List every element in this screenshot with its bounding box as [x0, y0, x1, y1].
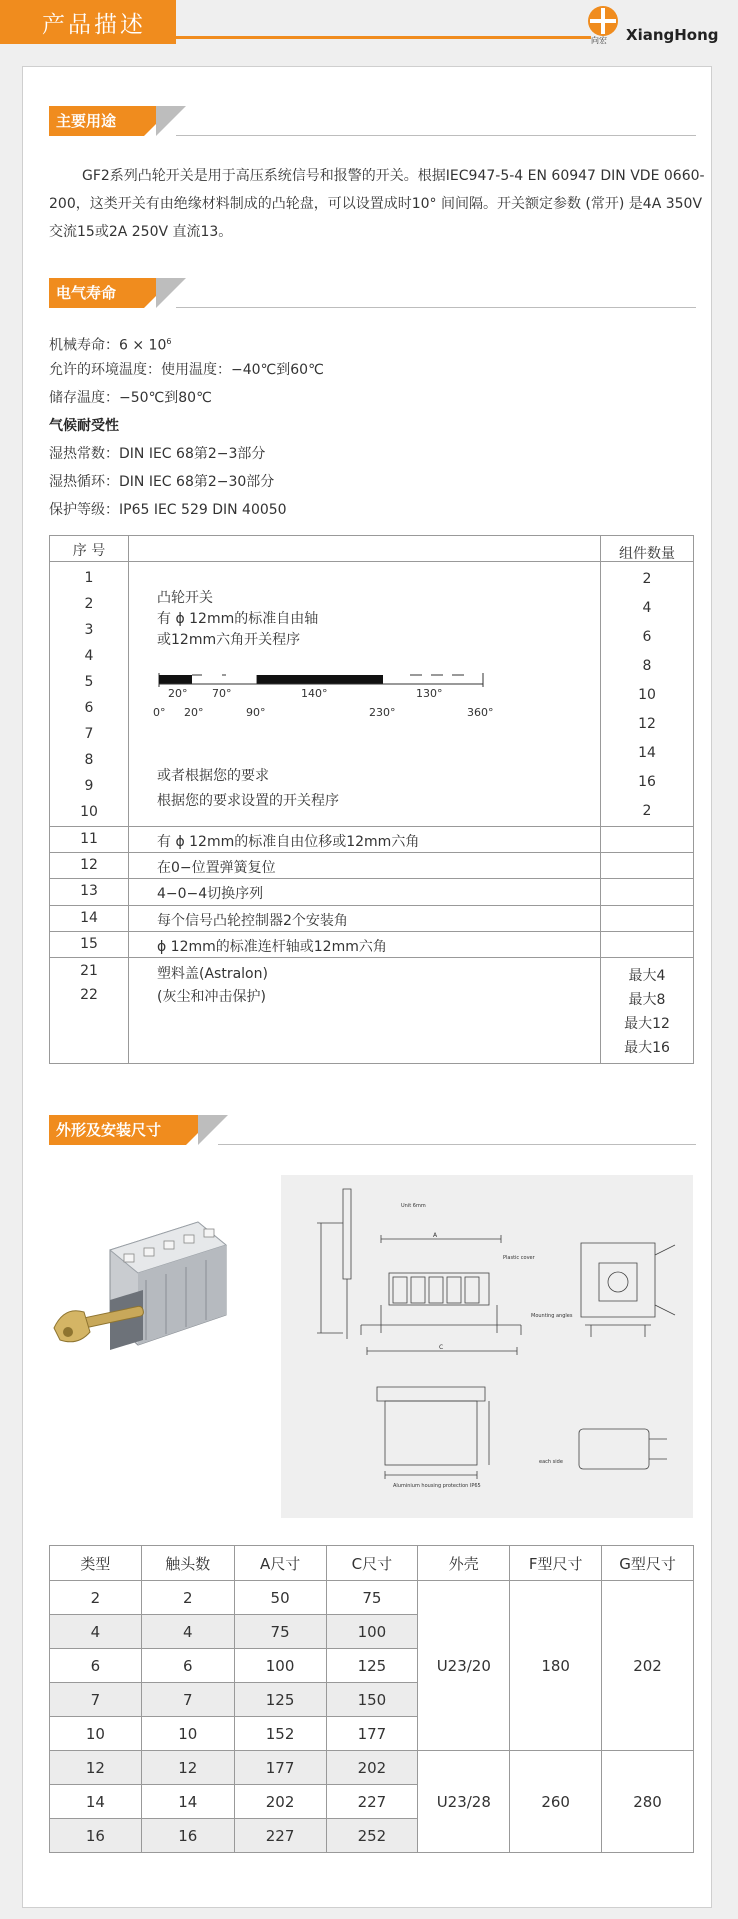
section-usage-rule: [176, 135, 696, 136]
t1-qty: 6: [642, 629, 652, 645]
t1-no: 9: [84, 778, 94, 794]
humid-cycle: 湿热循环：DIN IEC 68第2−30部分: [49, 474, 275, 490]
t1-rule-a: [50, 826, 693, 827]
t1-desc: (灰尘和冲击保护): [157, 989, 266, 1005]
electrical-life-list: [49, 328, 324, 524]
t1-no: 4: [84, 648, 94, 664]
t1-desc-line: 或者根据您的要求: [157, 768, 269, 784]
section-dims-title: 外形及安装尺寸: [49, 1115, 186, 1145]
table-row: 12 12 177 202 U23/28 260 280: [50, 1751, 694, 1785]
t1-qty: 2: [642, 571, 652, 587]
cam-switch-photo: [48, 1210, 263, 1400]
t1-desc: 有 ϕ 12mm的标准自由位移或12mm六角: [157, 834, 420, 850]
t1-qty: 最大16: [624, 1040, 670, 1056]
col-c: C尺寸: [326, 1546, 418, 1581]
t1-qty: 最大4: [628, 968, 666, 984]
env-temp: 允许的环境温度：使用温度：−40℃到60℃: [49, 362, 324, 378]
drawing-label-a: A: [433, 1232, 438, 1239]
logo-cn: 向宏: [591, 36, 607, 45]
t1-no: 6: [84, 700, 94, 716]
section-life-tab-shadow: [156, 278, 186, 308]
t1-header-no: 序 号: [72, 543, 106, 559]
f-group-1: 180: [510, 1581, 602, 1751]
col-g: G型尺寸: [602, 1546, 694, 1581]
t1-qty: 12: [638, 716, 656, 732]
t1-rule-d: [50, 905, 693, 906]
t1-rule-f: [50, 957, 693, 958]
shell-group-1: U23/20: [418, 1581, 510, 1751]
climate-heading: 气候耐受性: [49, 418, 119, 434]
header-rule: [176, 36, 591, 39]
program-top-label: 20°: [168, 687, 188, 700]
section-life-rule: [176, 307, 696, 308]
t1-qty: 14: [638, 745, 656, 761]
section-usage-title: 主要用途: [49, 106, 144, 136]
table-row: 2 2 50 75 U23/20 180 202: [50, 1581, 694, 1615]
t1-qty: 2: [642, 803, 652, 819]
table-row: 10 10 152 177: [50, 1717, 694, 1751]
col-shell: 外壳: [418, 1546, 510, 1581]
table-row: 6 6 100 125: [50, 1649, 694, 1683]
storage-temp: 储存温度：−50℃到80℃: [49, 390, 212, 406]
program-bottom-label: 360°: [467, 706, 494, 719]
t1-no: 1: [84, 570, 94, 586]
t1-desc-line: 有 ϕ 12mm的标准自由轴: [157, 611, 319, 627]
drawing-label-side: each side: [539, 1459, 563, 1465]
t1-no: 15: [80, 936, 98, 952]
t1-rule-b: [50, 852, 693, 853]
program-bottom-label: 20°: [184, 706, 204, 719]
t1-desc: ϕ 12mm的标准连杆轴或12mm六角: [157, 939, 387, 955]
section-life-header: [49, 278, 696, 308]
t1-rule-e: [50, 931, 693, 932]
section-dims-header: [49, 1115, 696, 1145]
g-group-2: 280: [602, 1751, 694, 1853]
component-table: [49, 535, 694, 1064]
drawing-label-mounting: Mounting angles: [531, 1313, 573, 1319]
usage-text: GF2系列凸轮开关是用于高压系统信号和报警的开关。根据IEC947-5-4 EN 60947 DIN VDE 0660-200，这类开关有由绝缘材料制成的凸轮盘，可以设置成时10° 间间隔。开关额定参数 (常开) 是4A 350V 交流15或2A 250V 直流13。: [49, 168, 705, 240]
logo-mark-icon: [588, 6, 618, 36]
t1-qty: 16: [638, 774, 656, 790]
t1-qty: 最大8: [628, 992, 666, 1008]
t1-header-rule: [50, 561, 693, 562]
t1-qty: 8: [642, 658, 652, 674]
program-bottom-label: 0°: [153, 706, 166, 719]
table-row: 16 16 227 252: [50, 1819, 694, 1853]
col-contacts: 触头数: [141, 1546, 234, 1581]
section-dims-tab-shadow: [198, 1115, 228, 1145]
table-row: 14 14 202 227: [50, 1785, 694, 1819]
section-usage-tab-shadow: [156, 106, 186, 136]
program-top-label: 130°: [416, 687, 443, 700]
header-tab: [0, 0, 176, 44]
top-header: [0, 0, 738, 44]
t1-no: 21: [80, 963, 98, 979]
logo-en: XiangHong: [626, 26, 719, 44]
header-title: 产品描述: [42, 12, 146, 38]
t1-no: 22: [80, 987, 98, 1003]
t1-qty: 最大12: [624, 1016, 670, 1032]
drawing-label-plastic: Plastic cover: [503, 1255, 535, 1261]
protection-class: 保护等级：IP65 IEC 529 DIN 40050: [49, 502, 287, 518]
program-top-label: 70°: [212, 687, 232, 700]
t1-no: 10: [80, 804, 98, 820]
t1-desc: 在0−位置弹簧复位: [157, 860, 276, 876]
f-group-2: 260: [510, 1751, 602, 1853]
t1-qty: 4: [642, 600, 652, 616]
t1-desc: 4−0−4切换序列: [157, 886, 264, 902]
section-life-title: 电气寿命: [49, 278, 144, 308]
col-f: F型尺寸: [510, 1546, 602, 1581]
t1-desc-line: 或12mm六角开关程序: [157, 632, 301, 648]
drawing-label-housing: Aluminium housing protection IP65: [393, 1483, 481, 1489]
t1-no: 5: [84, 674, 94, 690]
t1-no: 12: [80, 857, 98, 873]
t1-no: 13: [80, 883, 98, 899]
col-type: 类型: [50, 1546, 142, 1581]
dimension-drawing: [281, 1175, 693, 1518]
brand-logo: [588, 6, 738, 44]
t1-rule-c: [50, 878, 693, 879]
switching-program-diagram: [150, 671, 500, 731]
t1-no: 3: [84, 622, 94, 638]
t1-desc: 塑料盖(Astralon): [157, 966, 268, 982]
program-bottom-label: 90°: [246, 706, 266, 719]
t1-header-qty: 组件数量: [619, 546, 675, 562]
table-row: 4 4 75 100: [50, 1615, 694, 1649]
t1-qty: 10: [638, 687, 656, 703]
t1-no: 8: [84, 752, 94, 768]
usage-paragraph: [49, 162, 716, 246]
drawing-label-c: C: [439, 1344, 444, 1351]
t1-desc: 每个信号凸轮控制器2个安装角: [157, 913, 348, 929]
g-group-1: 202: [602, 1581, 694, 1751]
mech-life: 机械寿命：$6 \times 10^6$: [49, 337, 172, 354]
section-usage-header: [49, 106, 696, 136]
t1-no: 11: [80, 831, 98, 847]
drawing-label-unit: Unit 6mm: [401, 1203, 426, 1209]
section-dims-rule: [218, 1144, 696, 1145]
program-bottom-label: 230°: [369, 706, 396, 719]
t1-no: 14: [80, 910, 98, 926]
shell-group-2: U23/28: [418, 1751, 510, 1853]
t1-no: 7: [84, 726, 94, 742]
dimension-table: [49, 1545, 694, 1853]
t1-divider-1: [128, 536, 129, 1063]
t1-desc-line: 根据您的要求设置的开关程序: [157, 793, 339, 809]
program-top-label: 140°: [301, 687, 328, 700]
table-header-row: [50, 1546, 694, 1581]
t1-no: 2: [84, 596, 94, 612]
table-row: 7 7 125 150: [50, 1683, 694, 1717]
t1-desc-line: 凸轮开关: [157, 590, 213, 606]
col-a: A尺寸: [234, 1546, 326, 1581]
humid-const: 湿热常数：DIN IEC 68第2−3部分: [49, 446, 266, 462]
